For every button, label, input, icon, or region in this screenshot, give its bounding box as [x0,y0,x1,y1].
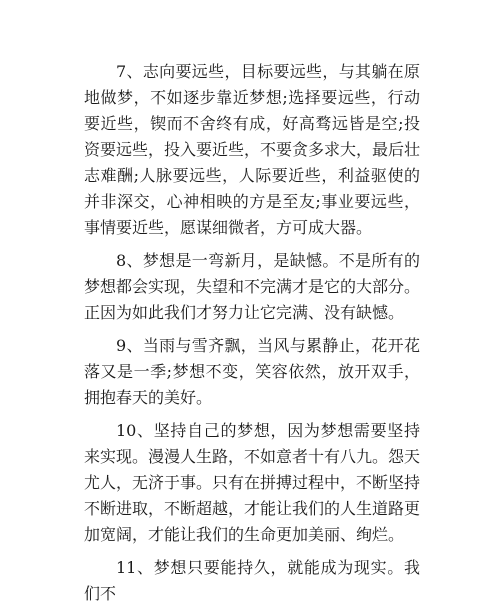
paragraph-10: 10、坚持自己的梦想，因为梦想需要坚持来实现。漫漫人生路，不如意者十有八九。怨天尤人，无济于事。只有在拼搏过程中，不断坚持不断进取，不断超越，才能让我们的人生道路更加宽阔，才能让我们的生命更加美丽、绚烂。 [84,421,421,544]
article-body [84,59,420,614]
paragraph-7: 7、志向要远些，目标要远些，与其躺在原地做梦，不如逐步靠近梦想;选择要远些，行动要近些，锲而不舍终有成，好高骛远皆是空;投资要远些，投入要近些，不要贪多求大，最后壮志难酬;人脉要远些，人际要近些，利益驱使的并非深交，心神相映的方是至友;事业要远些，事情要近些，愿谋细微者，方可成大器。 [84,62,421,237]
paragraph-8: 8、梦想是一弯新月，是缺憾。不是所有的梦想都会实现，失望和不完满才是它的大部分。正因为如此我们才努力让它完满、没有缺憾。 [84,251,421,322]
paragraph-9: 9、当雨与雪齐飘，当风与累静止，花开花落又是一季;梦想不变，笑容依然，放开双手，拥抱春天的美好。 [84,336,420,407]
paragraph-11: 11、梦想只要能持久，就能成为现实。我们不 [84,558,420,603]
